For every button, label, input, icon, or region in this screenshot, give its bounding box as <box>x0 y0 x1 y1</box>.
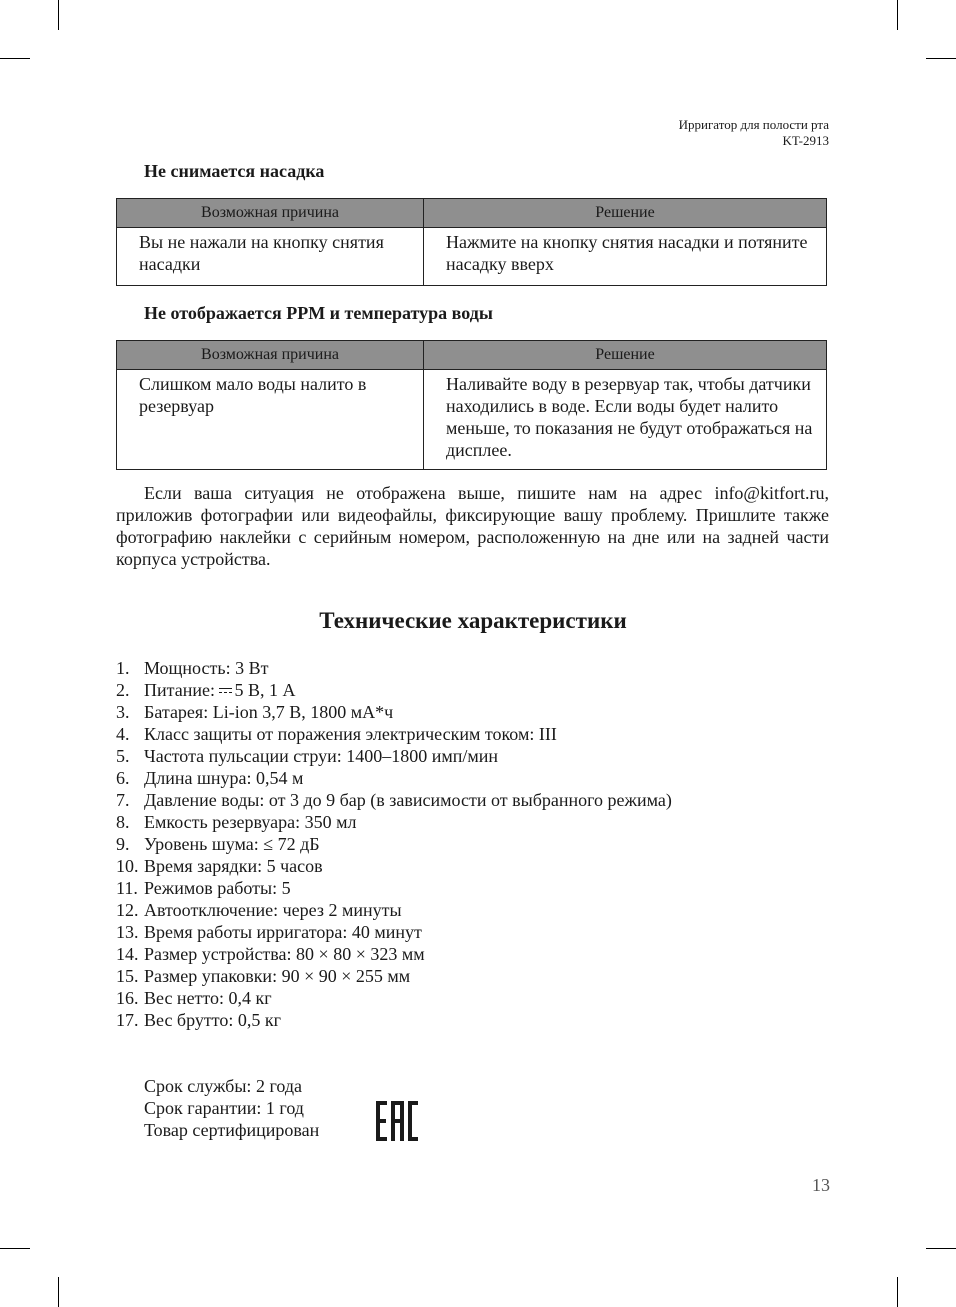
spec-item <box>116 965 672 987</box>
spec-text: Батарея: Li-ion 3,7 В, 1800 мА*ч <box>144 702 394 722</box>
spec-text: Размер устройства: 80 × 80 × 323 мм <box>144 944 425 964</box>
dc-current-icon <box>219 688 232 696</box>
spec-item <box>116 789 672 811</box>
header-product: Ирригатор для полости рта <box>678 117 829 132</box>
spec-item <box>116 943 672 965</box>
crop-mark <box>58 1277 59 1307</box>
spec-item <box>116 921 672 943</box>
column-header-cause: Возможная причина <box>117 199 424 228</box>
section-title-nozzle: Не снимается насадка <box>144 161 325 181</box>
spec-item <box>116 701 672 723</box>
spec-text: Время зарядки: 5 часов <box>144 856 323 876</box>
spec-number: 11. <box>116 878 138 898</box>
eac-mark-icon <box>376 1101 418 1141</box>
spec-number: 1. <box>116 658 130 678</box>
header-model: KT-2913 <box>782 133 829 148</box>
spec-number: 4. <box>116 724 130 744</box>
spec-item <box>116 833 672 855</box>
spec-number: 5. <box>116 746 130 766</box>
spec-number: 2. <box>116 680 130 700</box>
table-cell-cause: Вы не нажали на кнопку снятия насадки <box>117 228 424 286</box>
spec-text-tail: 5 В, 1 А <box>234 680 296 700</box>
spec-text: Время работы ирригатора: 40 минут <box>144 922 422 942</box>
spec-item <box>116 811 672 833</box>
footer-info <box>144 1075 319 1141</box>
spec-number: 7. <box>116 790 130 810</box>
spec-text: Режимов работы: 5 <box>144 878 291 898</box>
specs-list <box>116 657 672 1031</box>
crop-mark <box>0 58 30 59</box>
spec-text: Емкость резервуара: 350 мл <box>144 812 357 832</box>
spec-number: 3. <box>116 702 130 722</box>
crop-mark <box>897 0 898 30</box>
spec-item <box>116 1009 672 1031</box>
contact-paragraph: Если ваша ситуация не отображена выше, пишите нам на адрес info@kitfort.ru, приложив фотографии или видеофайлы, фиксирующие вашу проблему. Пришлите также фотографию наклейки с серийным номером, расположенную на дне или на задней части корпуса устройства. <box>116 483 829 569</box>
crop-mark <box>0 1248 30 1249</box>
troubleshoot-table-nozzle <box>116 198 827 286</box>
specs-heading: Технические характеристики <box>319 608 627 633</box>
certified: Товар сертифицирован <box>144 1120 320 1140</box>
spec-number: 15. <box>116 966 139 986</box>
spec-text: Уровень шума: ≤ 72 дБ <box>144 834 320 854</box>
spec-text: Мощность: 3 Вт <box>144 658 269 678</box>
running-header <box>679 117 829 149</box>
spec-number: 10. <box>116 856 139 876</box>
page-number: 13 <box>812 1175 830 1195</box>
column-header-cause: Возможная причина <box>117 341 424 370</box>
spec-item <box>116 987 672 1009</box>
column-header-solution: Решение <box>424 199 827 228</box>
spec-item <box>116 723 672 745</box>
crop-mark <box>926 58 956 59</box>
spec-text: Вес брутто: 0,5 кг <box>144 1010 281 1030</box>
spec-number: 9. <box>116 834 130 854</box>
spec-item <box>116 679 672 701</box>
spec-number: 14. <box>116 944 139 964</box>
service-life: Срок службы: 2 года <box>144 1076 303 1096</box>
troubleshoot-table-ppm <box>116 340 827 470</box>
spec-number: 16. <box>116 988 139 1008</box>
spec-text: Питание: <box>144 680 215 700</box>
spec-number: 8. <box>116 812 130 832</box>
spec-number: 17. <box>116 1010 139 1030</box>
table-cell-cause: Слишком мало воды налито в резервуар <box>117 370 424 470</box>
section-title-ppm: Не отображается PPM и температура воды <box>144 303 493 323</box>
crop-mark <box>897 1277 898 1307</box>
column-header-solution: Решение <box>424 341 827 370</box>
spec-text: Класс защиты от поражения электрическим током: III <box>144 724 557 744</box>
spec-item <box>116 745 672 767</box>
spec-item <box>116 877 672 899</box>
spec-text: Длина шнура: 0,54 м <box>144 768 304 788</box>
table-cell-solution: Наливайте воду в резервуар так, чтобы датчики находились в воде. Если воды будет налито меньше, то показания не будут отображаться на дисплее. <box>424 370 827 470</box>
warranty: Срок гарантии: 1 год <box>144 1098 304 1118</box>
spec-text: Давление воды: от 3 до 9 бар (в зависимости от выбранного режима) <box>144 790 672 810</box>
spec-number: 12. <box>116 900 139 920</box>
spec-number: 13. <box>116 922 139 942</box>
spec-text: Вес нетто: 0,4 кг <box>144 988 272 1008</box>
spec-number: 6. <box>116 768 130 788</box>
spec-item <box>116 657 672 679</box>
table-cell-solution: Нажмите на кнопку снятия насадки и потяните насадку вверх <box>424 228 827 286</box>
spec-item <box>116 767 672 789</box>
spec-text: Размер упаковки: 90 × 90 × 255 мм <box>144 966 411 986</box>
crop-mark <box>58 0 59 30</box>
spec-text: Автоотключение: через 2 минуты <box>144 900 402 920</box>
spec-text: Частота пульсации струи: 1400–1800 имп/мин <box>144 746 499 766</box>
spec-item <box>116 899 672 921</box>
crop-mark <box>926 1248 956 1249</box>
spec-item <box>116 855 672 877</box>
